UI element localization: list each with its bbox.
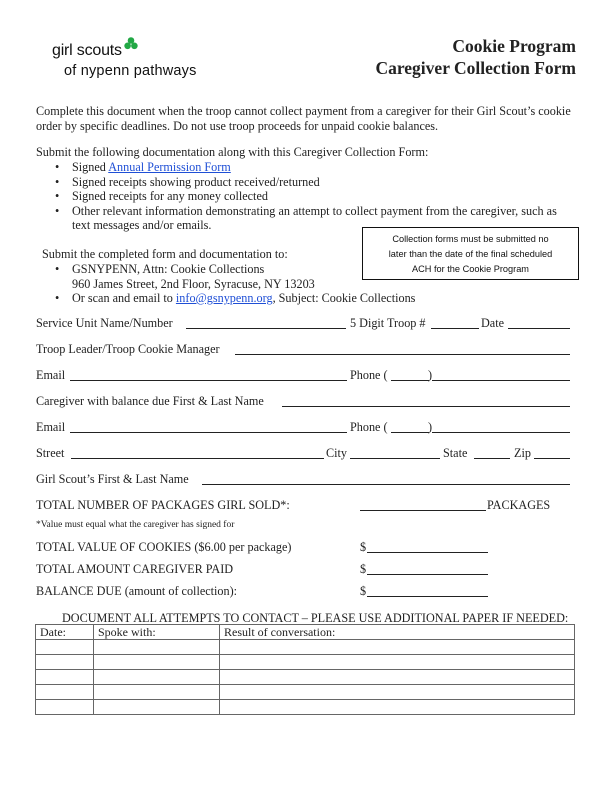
list-item: • Signed receipts showing product received/returned <box>36 175 576 190</box>
packages-unit: PACKAGES <box>487 498 551 512</box>
result-cell[interactable] <box>220 700 575 715</box>
email-label: Email <box>36 368 66 382</box>
column-header-date: Date: <box>36 625 94 640</box>
troop-number-input[interactable] <box>431 316 479 329</box>
list-item <box>36 291 476 306</box>
email-subject: , Subject: Cookie Collections <box>272 291 416 305</box>
troop-leader-label: Troop Leader/Troop Cookie Manager <box>36 342 220 356</box>
amount-paid-input[interactable] <box>367 562 488 575</box>
result-cell[interactable] <box>220 640 575 655</box>
date-input[interactable] <box>508 316 570 329</box>
column-header-result: Result of conversation: <box>220 625 575 640</box>
address-line2: 960 James Street, 2nd Floor, Syracuse, NY 13203 <box>72 276 315 291</box>
packages-input[interactable] <box>360 498 486 511</box>
documentation-list <box>36 160 576 233</box>
phone-label: Phone ( <box>350 368 388 382</box>
caregiver-contact-row <box>36 420 571 436</box>
notice-line2: later than the date of the final scheduled <box>388 249 553 259</box>
list-item: • Signed receipts for any money collected <box>36 189 576 204</box>
amount-paid-row <box>36 562 571 578</box>
balance-due-label: BALANCE DUE (amount of collection): <box>36 584 238 598</box>
date-cell[interactable] <box>36 685 94 700</box>
total-value-label: TOTAL VALUE OF COOKIES ($6.00 per package) <box>36 540 292 554</box>
leader-email-input[interactable] <box>70 368 347 381</box>
date-cell[interactable] <box>36 640 94 655</box>
submit-docs-text: Submit the following documentation along with this <box>36 145 294 159</box>
submission-list <box>36 262 476 306</box>
intro-text: Complete this document when the troop cannot collect payment from a caregiver for their Girl Scout’s cookie order by specific deadlines. <box>36 104 571 133</box>
caregiver-name-input[interactable] <box>282 394 570 407</box>
girl-scout-name-label: Girl Scout’s First & Last Name <box>36 472 189 486</box>
girl-scouts-logo <box>50 36 225 86</box>
table-row <box>36 685 575 700</box>
phone-label: Phone ( <box>350 420 388 434</box>
girl-scout-name-input[interactable] <box>202 472 570 485</box>
street-input[interactable] <box>71 446 324 459</box>
email-prefix: Or scan and email to <box>72 291 176 305</box>
troop-leader-row <box>36 342 571 358</box>
table-row <box>36 700 575 715</box>
contact-email-link[interactable]: info@gsnypenn.org <box>175 291 273 305</box>
logo-text-line2: of nypenn pathways <box>64 63 197 79</box>
packages-row <box>36 498 571 514</box>
submit-form-heading: Submit the completed form and documentation to: <box>42 247 288 261</box>
result-cell[interactable] <box>220 655 575 670</box>
currency-symbol: $ <box>360 562 367 576</box>
annual-permission-form-link[interactable]: Annual Permission Form <box>108 160 231 174</box>
spoke-with-cell[interactable] <box>94 655 220 670</box>
packages-note: *Value must equal what the caregiver has signed for <box>36 520 235 530</box>
date-cell[interactable] <box>36 670 94 685</box>
service-unit-row <box>36 316 571 332</box>
amount-paid-label: TOTAL AMOUNT CAREGIVER PAID <box>36 562 234 576</box>
table-row <box>36 640 575 655</box>
address-line1: GSNYPENN, Attn: Cookie Collections <box>72 262 265 276</box>
balance-due-input[interactable] <box>367 584 488 597</box>
list-item-prefix: Signed <box>72 160 109 174</box>
service-unit-input[interactable] <box>186 316 346 329</box>
total-value-row <box>36 540 571 556</box>
table-row <box>36 670 575 685</box>
spoke-with-cell[interactable] <box>94 670 220 685</box>
notice-line1: Collection forms must be submitted no <box>392 234 549 244</box>
email-label: Email <box>36 420 66 434</box>
spoke-with-cell[interactable] <box>94 640 220 655</box>
caregiver-row <box>36 394 571 410</box>
date-cell[interactable] <box>36 655 94 670</box>
zip-label: Zip <box>514 446 531 460</box>
leader-phone-input[interactable] <box>432 368 570 381</box>
list-item <box>36 160 576 175</box>
address-row <box>36 446 571 462</box>
table-row <box>36 655 575 670</box>
list-item <box>36 262 476 291</box>
intro-warning: Do not use troop proceeds for unpaid cookie balances. <box>173 118 439 133</box>
contact-attempts-table <box>35 624 575 715</box>
caregiver-email-input[interactable] <box>70 420 347 433</box>
trefoil-icon <box>124 37 138 51</box>
intro-paragraph <box>36 104 581 133</box>
troop-leader-input[interactable] <box>235 342 570 355</box>
caregiver-label: Caregiver with balance due First & Last Name <box>36 394 264 408</box>
submit-docs-form-name: Caregiver Collection Form <box>293 145 425 159</box>
date-cell[interactable] <box>36 700 94 715</box>
spoke-with-cell[interactable] <box>94 685 220 700</box>
attempts-heading: DOCUMENT ALL ATTEMPTS TO CONTACT – PLEASE USE ADDITIONAL PAPER IF NEEDED: <box>62 611 569 625</box>
troop-number-label: 5 Digit Troop # <box>350 316 426 330</box>
submit-docs-colon: : <box>424 145 429 159</box>
list-item: • Other relevant information demonstrating an attempt to collect payment from the caregiver, such as text messages and/or emails. <box>36 204 576 233</box>
state-label: State <box>443 446 468 460</box>
date-label: Date <box>481 316 505 330</box>
zip-input[interactable] <box>534 446 570 459</box>
girl-scout-row <box>36 472 571 488</box>
currency-symbol: $ <box>360 540 367 554</box>
city-label: City <box>326 446 347 460</box>
leader-phone-area-input[interactable] <box>391 368 429 381</box>
logo-text-line1: girl scouts <box>52 42 122 59</box>
spoke-with-cell[interactable] <box>94 700 220 715</box>
caregiver-phone-area-input[interactable] <box>391 420 429 433</box>
phone-close-paren: ) <box>428 420 433 434</box>
street-label: Street <box>36 446 65 460</box>
result-cell[interactable] <box>220 670 575 685</box>
notice-line3: ACH for the Cookie Program <box>412 264 529 274</box>
city-input[interactable] <box>350 446 440 459</box>
result-cell[interactable] <box>220 685 575 700</box>
currency-symbol: $ <box>360 584 367 598</box>
form-title-line2: Caregiver Collection Form <box>375 58 576 78</box>
table-header-row <box>36 625 575 640</box>
balance-due-row <box>36 584 571 600</box>
total-value-input[interactable] <box>367 540 488 553</box>
phone-close-paren: ) <box>428 368 433 382</box>
packages-label: TOTAL NUMBER OF PACKAGES GIRL SOLD*: <box>36 498 290 512</box>
state-input[interactable] <box>474 446 510 459</box>
submit-docs-heading <box>36 145 581 160</box>
column-header-spoke-with: Spoke with: <box>94 625 220 640</box>
form-title-line1: Cookie Program <box>452 36 576 56</box>
caregiver-phone-input[interactable] <box>432 420 570 433</box>
service-unit-label: Service Unit Name/Number <box>36 316 173 330</box>
leader-contact-row <box>36 368 571 384</box>
